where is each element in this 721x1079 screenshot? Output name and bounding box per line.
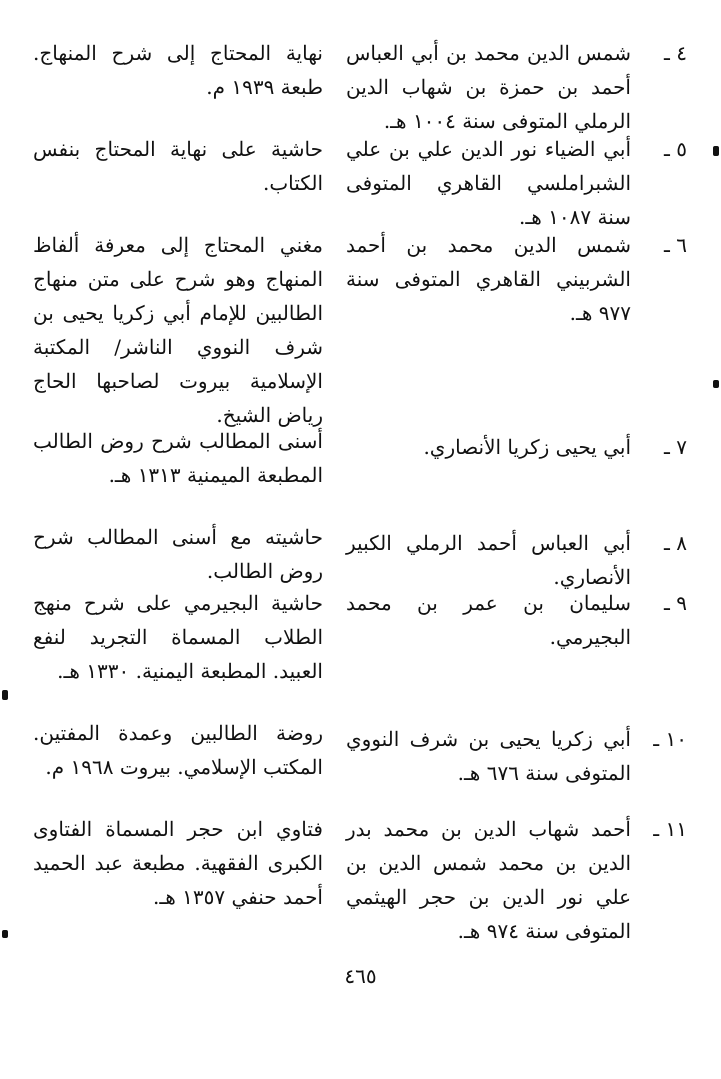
entry-number: ٧ ـ [664,435,687,459]
entry-number: ٨ ـ [664,531,687,555]
entry-author: سليمان بن عمر بن محمد البجيرمي. [346,591,631,649]
entry-book: حاشية البجيرمي على شرح منهج الطلاب المسماة التجريد لنفع العبيد. المطبعة اليمنية. ١٣٣٠ هـ. [33,591,323,683]
entry-book: حاشيته مع أسنى المطالب شرح روض الطالب. [33,525,323,583]
scan-edge-mark [713,380,719,388]
entry-number: ٩ ـ [664,591,687,615]
entry-number: ٤ ـ [664,41,687,65]
page-number: ٤٦٥ [344,964,377,988]
entry-book: روضة الطالبين وعمدة المفتين. المكتب الإسلامي. بيروت ١٩٦٨ م. [33,721,323,779]
entry-number: ١١ ـ [653,817,687,841]
scan-edge-mark [2,930,8,938]
entry-author: أحمد شهاب الدين بن محمد بدر الدين بن محمد شمس الدين بن علي نور الدين بن حجر الهيثمي المتوفى سنة ٩٧٤ هـ. [346,817,631,943]
entry-book: أسنى المطالب شرح روض الطالب المطبعة الميمنية ١٣١٣ هـ. [33,429,323,487]
scan-edge-mark [713,146,719,156]
entry-book: حاشية على نهاية المحتاج بنفس الكتاب. [33,137,323,195]
entry-author: شمس الدين محمد بن أبي العباس أحمد بن حمزة بن شهاب الدين الرملي المتوفى سنة ١٠٠٤ هـ. [346,41,631,133]
entry-author: أبي العباس أحمد الرملي الكبير الأنصاري. [346,531,631,589]
entry-author: شمس الدين محمد بن أحمد الشربيني القاهري المتوفى سنة ٩٧٧ هـ. [346,233,631,325]
entry-book: فتاوي ابن حجر المسماة الفتاوى الكبرى الفقهية. مطبعة عبد الحميد أحمد حنفي ١٣٥٧ هـ. [33,817,323,909]
entry-number: ٥ ـ [664,137,687,161]
entry-author: أبي الضياء نور الدين علي بن علي الشبراملسي القاهري المتوفى سنة ١٠٨٧ هـ. [346,137,631,229]
entry-number: ١٠ ـ [653,727,687,751]
entry-book: مغني المحتاج إلى معرفة ألفاظ المنهاج وهو شرح على متن منهاج الطالبين للإمام أبي زكريا يحيى بن شرف النووي الناشر/ المكتبة الإسلامية بيروت لصاحبها الحاج رياض الشيخ. [33,233,323,427]
entry-author: أبي زكريا يحيى بن شرف النووي المتوفى سنة ٦٧٦ هـ. [346,727,631,785]
entry-book: نهاية المحتاج إلى شرح المنهاج. طبعة ١٩٣٩ م. [33,41,323,99]
entry-number: ٦ ـ [664,233,687,257]
entry-author: أبي يحيى زكريا الأنصاري. [423,435,631,459]
scan-edge-mark [2,690,8,700]
